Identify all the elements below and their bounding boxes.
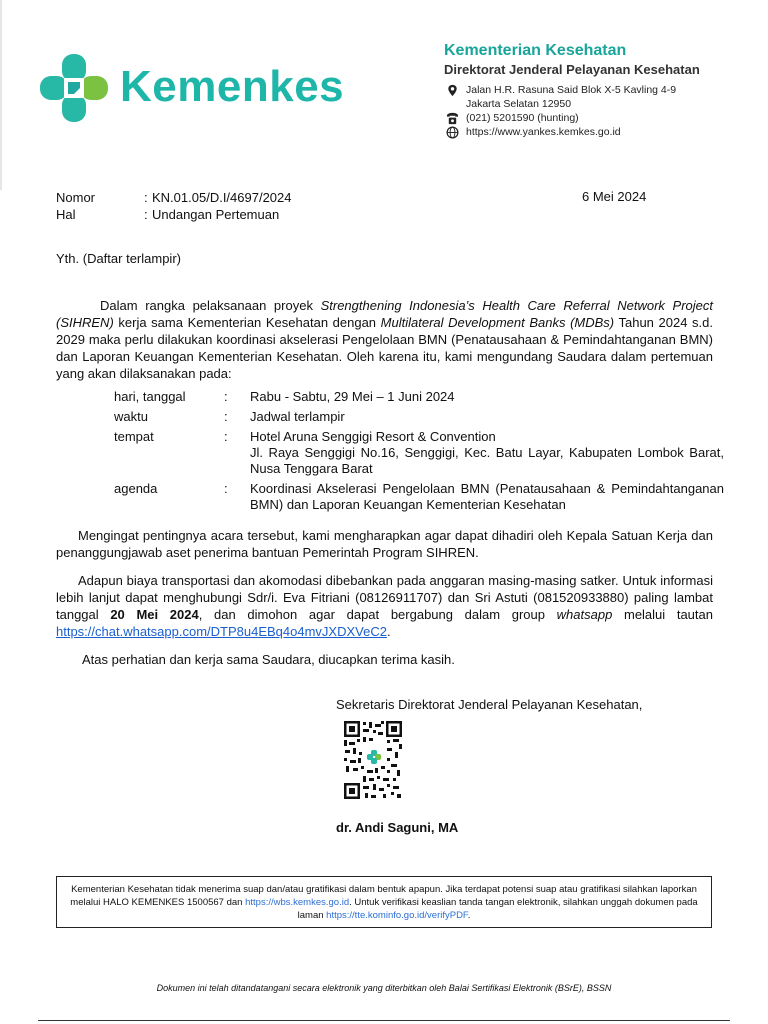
detail-label: waktu: [114, 409, 148, 424]
kemenkes-logo: [38, 52, 345, 124]
logo-wordmark: Kemenkes: [120, 62, 345, 111]
address-line-2: Jakarta Selatan 12950: [466, 98, 572, 110]
p3-text-b: , dan dimohon agar dapat bergabung dalam group: [198, 607, 557, 622]
detail-row-place: [114, 429, 724, 477]
detail-label: hari, tanggal: [114, 389, 186, 404]
p3-text-a: Adapun biaya transportasi dan akomodasi dibebankan pada anggaran masing-masing satker. Untuk informasi lebih lanjut dapat menghubungi Sdr/i. Eva Fitriani (08126911707) dan Sri Astuti (081520933880) paling lambat tanggal: [56, 573, 713, 622]
detail-separator: :: [224, 429, 228, 444]
location-pin-icon: [446, 84, 459, 97]
project-name: Strengthening Indonesia’s Health Care Referral Network Project (SIHREN): [56, 298, 713, 330]
address-row: [444, 83, 744, 97]
wbs-link[interactable]: https://wbs.kemkes.go.id: [245, 897, 350, 908]
website-url[interactable]: https://www.yankes.kemkes.go.id: [466, 126, 621, 138]
deadline-date: 20 Mei 2024: [110, 607, 199, 622]
notice-text-b: . Untuk verifikasi keaslian tanda tangan elektronik, silahkan unggah dokumen pada laman: [297, 897, 698, 921]
detail-row-agenda: [114, 481, 724, 513]
directorate-name: Direktorat Jenderal Pelayanan Kesehatan: [444, 62, 700, 77]
notice-text-c: .: [467, 910, 471, 921]
opening-paragraph: [56, 297, 713, 382]
qr-code: [343, 720, 403, 800]
nomor-label: Nomor: [56, 190, 96, 205]
letter-meta: [56, 189, 292, 223]
detail-value: Koordinasi Akselerasi Pengelolaan BMN (Penatausahaan & Pemindahtanganan BMN) dan Laporan Keuangan Kementerian Kesehatan: [250, 481, 724, 512]
whatsapp-group-link[interactable]: https://chat.whatsapp.com/DTP8u4EBq4o4mvJXDXVeC2: [56, 624, 387, 639]
verify-pdf-link[interactable]: https://tte.kominfo.go.id/verifyPDF: [326, 910, 468, 921]
whatsapp-word: whatsapp: [556, 607, 613, 622]
venue-name: Hotel Aruna Senggigi Resort & Convention: [250, 429, 496, 444]
p3-text-d: .: [386, 624, 391, 639]
recipient-line: Yth. (Daftar terlampir): [56, 251, 181, 266]
esign-footer: Dokumen ini telah ditandatangani secara elektronik yang diterbitkan oleh Balai Sertifikasi Elektronik (BSrE), BSSN: [156, 983, 612, 993]
ministry-name: Kementerian Kesehatan: [444, 42, 627, 59]
detail-value: Rabu - Sabtu, 29 Mei – 1 Juni 2024: [250, 389, 455, 404]
hal-separator: :: [144, 207, 148, 222]
qr-code-image: [343, 720, 403, 800]
page-edge: [0, 0, 2, 190]
address-line-1: Jalan H.R. Rasuna Said Blok X-5 Kavling 4-9: [466, 84, 677, 96]
detail-row-time: [114, 409, 724, 425]
mdb-name: Multilateral Development Banks (MDBs): [380, 315, 615, 330]
detail-separator: :: [224, 389, 228, 404]
detail-separator: :: [224, 409, 228, 424]
letter-date: 6 Mei 2024: [582, 189, 647, 204]
signatory-title: Sekretaris Direktorat Jenderal Pelayanan Kesehatan,: [336, 697, 643, 712]
nomor-row: [56, 189, 292, 206]
cost-contact-paragraph: [56, 572, 713, 640]
signatory-name: dr. Andi Saguni, MA: [336, 820, 459, 835]
p1-text-b: kerja sama Kementerian Kesehatan dengan: [113, 315, 381, 330]
detail-row-date: [114, 389, 724, 405]
phone-row: [444, 111, 744, 125]
globe-icon: [446, 126, 459, 139]
detail-value: [250, 429, 724, 477]
contact-block: [444, 83, 744, 139]
address-row-2: [444, 97, 744, 111]
kemenkes-logo-icon: [38, 52, 110, 124]
letterhead: [444, 42, 744, 139]
p1-text-c: Tahun 2024 s.d. 2029 maka perlu dilakukan koordinasi akselerasi Pengelolaan BMN (Penatausahaan & Pemindahtanganan BMN) dan Laporan Keuangan Kementerian Kesehatan. Oleh karena itu, kami mengundang Saudara dalam pertemuan yang akan dilaksanakan pada:: [56, 315, 713, 381]
p3-text-c: melalui tautan: [612, 607, 713, 622]
detail-value: Jadwal terlampir: [250, 409, 345, 424]
hal-row: [56, 206, 292, 223]
importance-paragraph: Mengingat pentingnya acara tersebut, kami mengharapkan agar dapat dihadiri oleh Kepala Satuan Kerja dan penanggungjawab aset penerima bantuan Pemerintah Program SIHREN.: [56, 528, 713, 560]
nomor-separator: :: [144, 190, 148, 205]
anti-gratification-notice: [56, 876, 712, 928]
website-row: [444, 125, 744, 139]
detail-label: tempat: [114, 429, 154, 444]
phone-icon: [446, 112, 459, 125]
notice-text-a: Kementerian Kesehatan tidak menerima suap dan/atau gratifikasi dalam bentuk apapun. Jika terdapat potensi suap atau gratifikasi silahkan laporkan melalui HALO KEMENKES 1500567 dan: [70, 884, 697, 908]
footer-divider: [38, 1020, 730, 1021]
detail-separator: :: [224, 481, 228, 496]
p1-text-a: Dalam rangka pelaksanaan proyek: [100, 298, 321, 313]
venue-address: Jl. Raya Senggigi No.16, Senggigi, Kec. Batu Layar, Kabupaten Lombok Barat, Nusa Tenggara Barat: [250, 445, 724, 476]
nomor-value: KN.01.05/D.I/4697/2024: [152, 190, 292, 205]
hal-label: Hal: [56, 207, 76, 222]
event-details: [114, 389, 724, 517]
hal-value: Undangan Pertemuan: [152, 207, 280, 222]
phone-number: (021) 5201590 (hunting): [466, 112, 579, 124]
closing-paragraph: Atas perhatian dan kerja sama Saudara, diucapkan terima kasih.: [82, 652, 455, 667]
detail-label: agenda: [114, 481, 158, 496]
